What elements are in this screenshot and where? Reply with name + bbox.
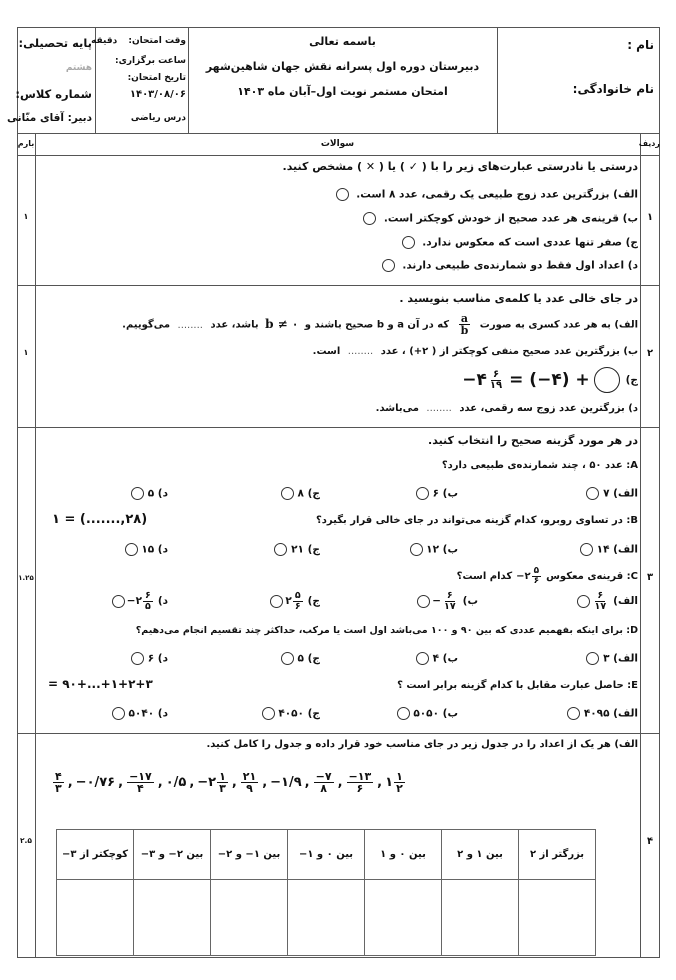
- exam-time: [91, 36, 186, 46]
- fraction: [53, 771, 64, 794]
- q3-E-prompt: E: حاصل عبارت مقابل با کدام گزینه برابر است ؟: [397, 680, 638, 691]
- q3-instruction: در هر مورد گزینه صحیح را انتخاب کنید.: [428, 434, 638, 447]
- q2-item-a: [122, 313, 638, 336]
- separator-comma: ,: [67, 774, 73, 790]
- option-circle[interactable]: [416, 652, 429, 665]
- option-label: ج) ۲۱: [291, 543, 320, 556]
- q3-A-option-1[interactable]: [586, 487, 638, 500]
- separator-comma: ,: [189, 774, 195, 790]
- q1-item-a: [336, 188, 638, 201]
- number-item: [346, 771, 375, 794]
- option-label: الف) ۳: [603, 652, 638, 665]
- section-divider: [17, 285, 660, 286]
- table-answer-cell[interactable]: [211, 880, 288, 956]
- exam-time-label: وقت امتحان:: [128, 36, 186, 46]
- option-circle[interactable]: [131, 487, 144, 500]
- q1-marks: ۱: [23, 212, 29, 221]
- q3-E-option-4[interactable]: [112, 707, 168, 720]
- grade-value: هشتم: [65, 63, 92, 73]
- option-label: الف) ۱۴: [596, 543, 638, 556]
- q4-number-list: [52, 764, 406, 800]
- option-label: ب) ۵۰۵۰: [413, 707, 458, 720]
- mixed-number-whole: ۱: [385, 774, 394, 790]
- option-circle[interactable]: [125, 543, 138, 556]
- option-circle[interactable]: [586, 652, 599, 665]
- option-circle[interactable]: [577, 595, 590, 608]
- q1-item-d-text: د) اعداد اول فقط دو شمارنده‌ی طبیعی دارند.: [402, 259, 638, 272]
- teacher-name: دبیر: آقای منّانی: [7, 112, 92, 124]
- exam-date-label: تاریخ امتحان:: [127, 73, 186, 83]
- option-label: ج) ۴۰۵۰: [278, 707, 320, 720]
- answer-circle[interactable]: [594, 367, 620, 393]
- q2-b-text2: است.: [312, 346, 341, 357]
- separator-comma: ,: [231, 774, 237, 790]
- fraction-numerator: ۵: [294, 590, 301, 601]
- fraction: [293, 591, 303, 611]
- decimal-number: ۰/۵: [165, 774, 187, 790]
- q1-instruction: درستی یا نادرستی عبارت‌های زیر را با ( ✓ ) یا ( ✕ ) مشخص کنید.: [282, 160, 638, 173]
- table-header-cell: بین ۰ و ۱−: [288, 830, 365, 880]
- table-answer-cell[interactable]: [442, 880, 519, 956]
- q3-B-option-1[interactable]: [580, 543, 638, 556]
- column-row-label: ردیف: [638, 139, 660, 148]
- option-label: ب): [462, 595, 478, 607]
- option-label: ج) ۵: [297, 652, 320, 665]
- option-label: الف) ۴۰۹۵: [583, 707, 638, 720]
- fraction-denominator: ۲: [396, 781, 403, 795]
- column-questions-label: سوالات: [320, 139, 355, 149]
- q3-number: ۳: [646, 572, 654, 583]
- q3-C-option-3[interactable]: [270, 591, 320, 611]
- option-label: الف) ۷: [603, 487, 638, 500]
- table-header-cell: بین ۱− و ۲−: [211, 830, 288, 880]
- q3-D-option-2[interactable]: [416, 652, 458, 665]
- option-circle[interactable]: [281, 487, 294, 500]
- fraction-denominator: ۳: [219, 781, 226, 795]
- q1-item-b: [363, 212, 638, 225]
- table-header-cell: بین ۰ و ۱: [365, 830, 442, 880]
- answer-circle[interactable]: [363, 212, 376, 225]
- option-sign: −: [432, 595, 442, 607]
- q3-B-option-2[interactable]: [410, 543, 459, 556]
- name-label: نام :: [627, 38, 654, 52]
- table-answer-cell[interactable]: [57, 880, 134, 956]
- option-label: د) ۶: [147, 652, 168, 665]
- q2-number: ۲: [646, 348, 654, 359]
- fraction: [143, 591, 153, 611]
- q2-b-text1: ب) بزرگترین عدد صحیح منفی کوچکتر از ( ۲+) ، عدد: [380, 346, 638, 357]
- fraction-denominator: ۴: [137, 781, 144, 795]
- option-circle[interactable]: [131, 652, 144, 665]
- marks-column-divider: [35, 133, 36, 958]
- mixed-number-whole: −۲: [197, 774, 217, 790]
- q3-E-option-1[interactable]: [567, 707, 638, 720]
- fraction-numerator: ۲۱: [242, 769, 257, 783]
- fraction: [532, 567, 542, 586]
- fraction-denominator: ۵: [145, 600, 151, 612]
- option-circle[interactable]: [262, 707, 275, 720]
- separator-comma: ,: [377, 774, 383, 790]
- fraction-denominator: ۶: [294, 600, 301, 612]
- q3-B-option-4[interactable]: [125, 543, 168, 556]
- q3-A-option-4[interactable]: [131, 487, 168, 500]
- q3-B-option-3[interactable]: [274, 543, 320, 556]
- q3-C-option-1[interactable]: [577, 591, 638, 611]
- fraction-numerator: ۶: [145, 590, 151, 601]
- option-circle[interactable]: [580, 543, 593, 556]
- exam-time-unit: دقیقه: [91, 36, 118, 46]
- q2-a-condition: b ≠ ۰: [265, 316, 299, 331]
- option-label: ب) ۱۲: [426, 543, 458, 556]
- option-label: ج): [307, 595, 320, 607]
- option-circle[interactable]: [281, 652, 294, 665]
- q3-marks: ۱.۲۵: [18, 574, 34, 582]
- fraction-numerator: ۴: [55, 769, 62, 783]
- option-label: د) ۵: [147, 487, 168, 500]
- q3-C-prompt: [457, 563, 638, 589]
- class-number-label: شماره کلاس:: [15, 87, 92, 101]
- fraction: [394, 771, 405, 794]
- fraction-numerator: −۱۳: [348, 769, 372, 783]
- number-item: [197, 771, 229, 794]
- fraction-numerator: ۱: [219, 769, 226, 783]
- fraction: [593, 591, 609, 611]
- table-header-cell: بزرگتر از ۲: [519, 830, 596, 880]
- table-header-row: [57, 830, 596, 880]
- fraction-numerator: ۶: [446, 590, 453, 601]
- option-circle[interactable]: [416, 487, 429, 500]
- option-label: د): [157, 595, 168, 607]
- fraction-a-over-b: [459, 313, 471, 336]
- q2-marks: ۱: [23, 348, 29, 357]
- number-item: [166, 775, 187, 790]
- fraction: [347, 771, 374, 794]
- q3-C-prompt-text2: کدام است؟: [456, 570, 513, 582]
- fraction-denominator: ۱۷: [594, 600, 607, 612]
- subject: درس ریاضی: [130, 113, 186, 123]
- option-whole: ۲: [135, 595, 142, 607]
- q3-E-option-2[interactable]: [397, 707, 458, 720]
- option-whole: ۲: [285, 595, 292, 607]
- q3-B-prompt: B: در تساوی روبرو، کدام گزینه می‌تواند در جای خالی قرار بگیرد؟: [315, 515, 638, 526]
- number-item: [52, 771, 65, 794]
- fraction-denominator: ۶: [533, 575, 540, 586]
- q1-item-d: [382, 259, 638, 272]
- q2-a-text2: که در آن a و b صحیح باشند و: [304, 319, 450, 331]
- fraction-numerator: a: [460, 312, 469, 325]
- q2-item-b: [313, 346, 638, 357]
- option-circle[interactable]: [586, 487, 599, 500]
- fraction: [241, 771, 258, 794]
- session-time-label: ساعت برگزاری:: [115, 56, 186, 66]
- fraction-numerator: −۷: [315, 769, 332, 783]
- fraction-numerator: ۵: [533, 565, 540, 576]
- section-divider: [17, 733, 660, 734]
- fraction: [217, 771, 228, 794]
- q3-A-prompt: A: عدد ۵۰ ، چند شمارنده‌ی طبیعی دارد؟: [441, 460, 638, 471]
- answer-circle[interactable]: [402, 236, 415, 249]
- q2-item-c: [462, 365, 638, 395]
- q4-number: ۴: [646, 836, 654, 847]
- fraction-denominator: ۳: [55, 781, 62, 795]
- fraction-numerator: ۶: [597, 590, 604, 601]
- q3-B-equation: (۲۸,.......) = ۱: [52, 512, 148, 527]
- q3-C-prompt-text1: C: قرینه‌ی معکوس: [546, 570, 638, 582]
- q1-item-b-text: ب) قرینه‌ی هر عدد صحیح از خودش کوچکتر است.: [383, 212, 638, 225]
- fraction-denominator: ۸: [320, 781, 327, 795]
- separator-comma: ,: [157, 774, 163, 790]
- option-circle[interactable]: [112, 595, 125, 608]
- title-basmala: باسمه تعالی: [309, 35, 376, 48]
- answer-circle[interactable]: [336, 188, 349, 201]
- exam-title: امتحان مستمر نوبت اول–آبان ماه ۱۴۰۳: [237, 85, 448, 98]
- option-circle[interactable]: [397, 707, 410, 720]
- option-label: الف): [613, 595, 638, 607]
- option-label: د) ۱۵: [141, 543, 168, 556]
- q2-instruction: در جای خالی عدد یا کلمه‌ی مناسب بنویسید .: [399, 292, 638, 305]
- column-marks-label: بارم: [17, 139, 35, 148]
- number-item: [270, 775, 302, 790]
- answer-circle[interactable]: [382, 259, 395, 272]
- q3-A-option-3[interactable]: [281, 487, 320, 500]
- exam-date: ۱۴۰۳/۰۸/۰۶: [129, 89, 186, 100]
- separator-comma: ,: [304, 774, 310, 790]
- column-header-bottom: [17, 155, 660, 156]
- header-bottom-line: [17, 133, 660, 134]
- number-item: [385, 771, 406, 794]
- option-circle[interactable]: [417, 595, 430, 608]
- q3-C-option-2[interactable]: [417, 591, 478, 611]
- fraction: [314, 771, 334, 794]
- blank[interactable]: ........: [347, 346, 374, 357]
- q2-d-text2: می‌باشد.: [375, 403, 419, 414]
- mixed-number-whole: −۲: [516, 570, 531, 582]
- mixed-number-whole: −۴: [462, 370, 487, 390]
- q2-c-label: ج): [625, 374, 638, 386]
- fraction: [442, 591, 458, 611]
- q3-D-option-3[interactable]: [281, 652, 320, 665]
- option-label: د) ۵۰۴۰: [128, 707, 168, 720]
- fraction-numerator: ۱: [396, 769, 403, 783]
- q1-item-c-text: ج) صفر تنها عددی است که معکوس ندارد.: [422, 236, 638, 249]
- q3-E-expression: ۱+۲+۳+...+۹۰ =: [48, 677, 153, 691]
- q3-D-option-4[interactable]: [131, 652, 168, 665]
- number-item: [126, 771, 155, 794]
- school-name: دبیرستان دوره اول پسرانه نقش جهان شاهین‌شهر: [205, 60, 480, 73]
- q1-item-c: [402, 236, 638, 249]
- blank[interactable]: ........: [177, 319, 203, 331]
- table-header-cell: بین ۱ و ۲: [442, 830, 519, 880]
- table-answer-row: [57, 880, 596, 956]
- number-item: [313, 771, 335, 794]
- separator-comma: ,: [262, 774, 268, 790]
- table-header-cell: بین ۲− و ۳−: [134, 830, 211, 880]
- option-label: ب) ۴: [432, 652, 458, 665]
- q2-c-equation: [462, 367, 619, 393]
- option-circle[interactable]: [567, 707, 580, 720]
- q2-d-text1: د) بزرگترین عدد زوج سه رقمی، عدد: [459, 403, 638, 414]
- q3-E-option-3[interactable]: [262, 707, 320, 720]
- fraction-numerator: ۶: [492, 368, 500, 380]
- fraction-denominator: ۱۷: [444, 600, 456, 612]
- option-label: ب) ۶: [432, 487, 458, 500]
- q2-a-text4: می‌گوییم.: [122, 319, 171, 331]
- fraction-denominator: ۱۹: [489, 379, 503, 391]
- number-item: [240, 771, 259, 794]
- decimal-number: −۱/۹: [270, 774, 302, 790]
- table-header-cell: کوچکتر از ۳−: [57, 830, 134, 880]
- table-answer-cell[interactable]: [134, 880, 211, 956]
- fraction-denominator: ۶: [356, 781, 364, 795]
- section-divider: [17, 427, 660, 428]
- table-answer-cell[interactable]: [365, 880, 442, 956]
- table-answer-cell[interactable]: [519, 880, 596, 956]
- q2-a-text3: باشد، عدد: [210, 319, 259, 331]
- decimal-number: −۰/۷۶: [75, 774, 116, 790]
- fraction-denominator: b: [460, 324, 469, 337]
- q4-marks: ۲.۵: [19, 836, 32, 845]
- q1-item-a-text: الف) بزرگترین عدد زوج طبیعی یک رقمی، عدد ۸ است.: [356, 188, 638, 201]
- option-sign: −: [126, 595, 136, 607]
- q3-A-option-2[interactable]: [416, 487, 458, 500]
- q3-C-mixed-number: [516, 567, 542, 586]
- q4-instruction: الف) هر یک از اعداد را در جدول زیر در جای مناسب خود قرار داده و جدول را کامل کنید.: [206, 739, 638, 750]
- q2-a-text1: الف) به هر عدد کسری به صورت: [479, 319, 638, 331]
- table-answer-cell[interactable]: [288, 880, 365, 956]
- option-circle[interactable]: [274, 543, 287, 556]
- option-circle[interactable]: [112, 707, 125, 720]
- grade-label: پایه تحصیلی:: [18, 36, 92, 50]
- q3-D-prompt: D: برای اینکه بفهمیم عددی که بین ۹۰ و ۱۰۰ می‌باشد اول است یا مرکب، حداکثر چند تقسیم انجام می‌دهیم؟: [135, 625, 638, 636]
- separator-comma: ,: [337, 774, 343, 790]
- separator-comma: ,: [118, 774, 124, 790]
- q3-D-option-1[interactable]: [586, 652, 638, 665]
- equation-rhs: = (−۴) +: [509, 370, 590, 390]
- number-item: [76, 775, 115, 790]
- row-column-divider: [640, 133, 641, 958]
- family-name-label: نام خانوادگی:: [572, 82, 654, 96]
- fraction-numerator: −۱۷: [129, 769, 152, 783]
- q1-number: ۱: [646, 212, 654, 223]
- option-circle[interactable]: [410, 543, 423, 556]
- q2-item-d: [376, 403, 638, 414]
- fraction-denominator: ۹: [246, 781, 253, 795]
- classification-table: [56, 829, 596, 956]
- blank[interactable]: ........: [426, 403, 452, 414]
- q3-C-option-4[interactable]: [112, 591, 168, 611]
- option-label: ج) ۸: [297, 487, 320, 500]
- fraction: [488, 370, 504, 391]
- header-divider: [497, 27, 498, 133]
- option-circle[interactable]: [270, 595, 283, 608]
- fraction: [127, 771, 154, 794]
